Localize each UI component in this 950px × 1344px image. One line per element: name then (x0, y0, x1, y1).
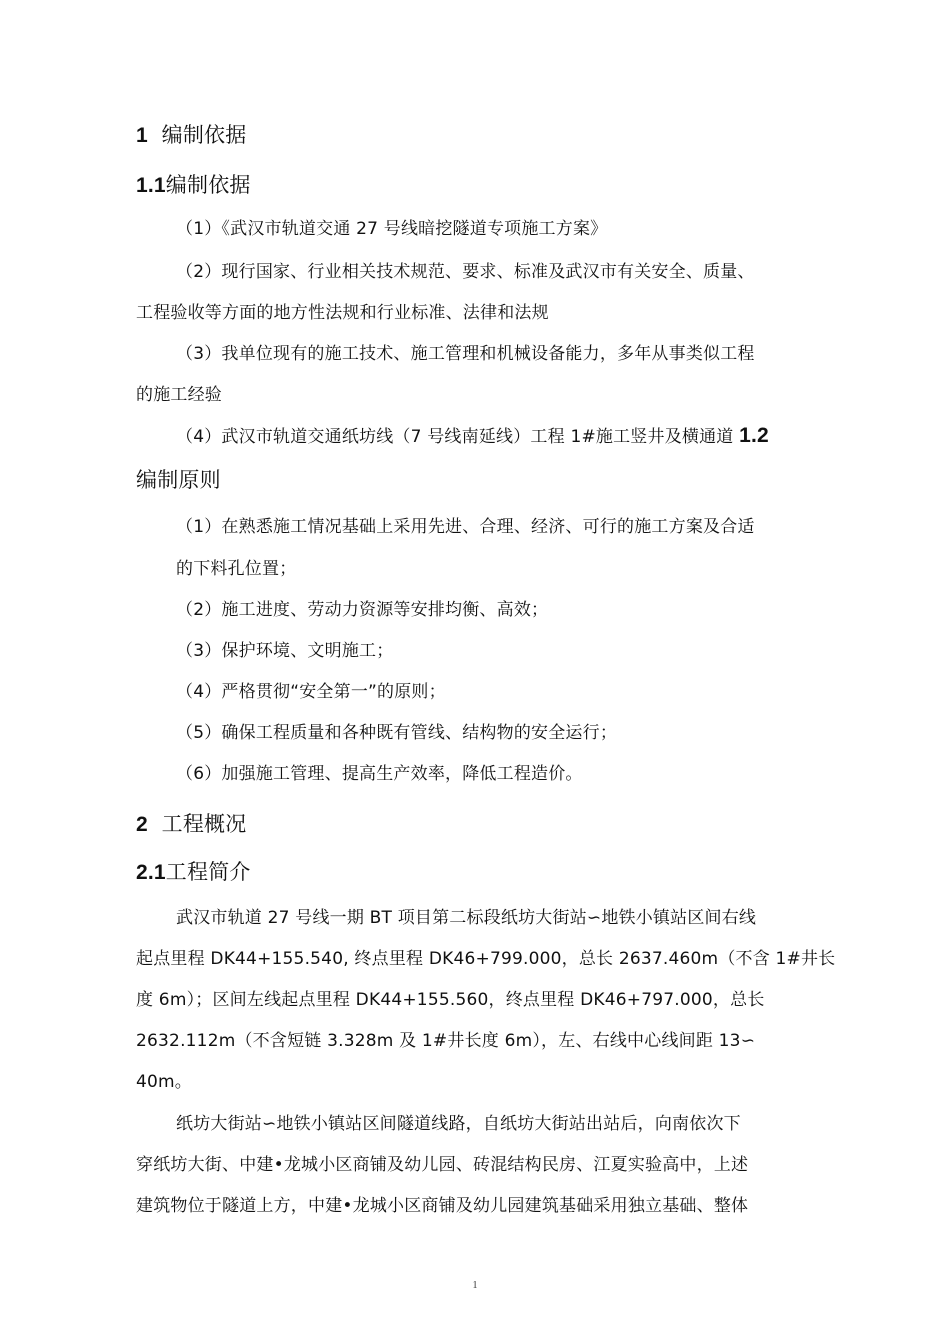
basis-item-2-cont: 工程验收等方面的地方性法规和行业标准、法律和法规 (136, 303, 549, 323)
intro-line-5: 40m。 (136, 1072, 192, 1092)
intro-line-4: 2632.112m（不含短链 3.328m 及 1#井长度 6m），左、右线中心线间距 13∽ (136, 1031, 756, 1051)
principle-item-3: （3）保护环境、文明施工； (176, 641, 394, 661)
basis-item-3-cont: 的施工经验 (136, 385, 222, 405)
heading-number: 1.1 (136, 174, 166, 197)
intro-line-3: 度 6m）；区间左线起点里程 DK44+155.560，终点里程 DK46+797.000，总长 (136, 990, 765, 1010)
heading-1-1 (136, 171, 826, 200)
intro-line-2: 起点里程 DK44+155.540, 终点里程 DK46+799.000，总长 2637.460m（不含 1#井长 (136, 949, 836, 969)
intro2-line-3: 建筑物位于隧道上方，中建•龙城小区商铺及幼儿园建筑基础采用独立基础、整体 (136, 1196, 749, 1216)
principle-item-4: （4）严格贯彻“安全第一”的原则； (176, 682, 446, 702)
principle-item-1: （1）在熟悉施工情况基础上采用先进、合理、经济、可行的施工方案及合适 (176, 517, 755, 537)
principle-item-6: （6）加强施工管理、提高生产效率，降低工程造价。 (176, 764, 583, 784)
heading-title: 编制依据 (165, 173, 251, 197)
heading-title: 工程简介 (165, 860, 251, 884)
basis-item-4-text: （4）武汉市轨道交通纸坊线（7 号线南延线）工程 1#施工竖井及横通道 (176, 427, 734, 447)
principle-item-5: （5）确保工程质量和各种既有管线、结构物的安全运行； (176, 723, 618, 743)
basis-item-2: （2）现行国家、行业相关技术规范、要求、标准及武汉市有关安全、质量、 (176, 262, 755, 282)
heading-number: 1.2 (739, 424, 769, 447)
heading-number: 2.1 (136, 861, 166, 884)
principle-item-1-cont: 的下料孔位置； (176, 559, 297, 579)
basis-item-3: （3）我单位现有的施工技术、施工管理和机械设备能力，多年从事类似工程 (176, 344, 755, 364)
basis-item-4 (176, 425, 826, 448)
heading-title: 工程概况 (161, 812, 247, 836)
basis-item-1: （1）《武汉市轨道交通 27 号线暗挖隧道专项施工方案》 (176, 219, 608, 239)
heading-number: 2 (136, 813, 148, 836)
intro2-line-1: 纸坊大街站∽地铁小镇站区间隧道线路，自纸坊大街站出站后，向南依次下 (176, 1114, 741, 1134)
principle-item-2: （2）施工进度、劳动力资源等安排均衡、高效； (176, 600, 549, 620)
heading-title: 编制依据 (161, 123, 247, 147)
page-number: 1 (472, 1280, 478, 1291)
heading-number: 1 (136, 124, 148, 147)
heading-2-1 (136, 858, 826, 887)
heading-1 (136, 121, 826, 150)
intro-line-1: 武汉市轨道 27 号线一期 BT 项目第二标段纸坊大街站∽地铁小镇站区间右线 (176, 908, 757, 928)
intro2-line-2: 穿纸坊大街、中建•龙城小区商铺及幼儿园、砖混结构民房、江夏实验高中，上述 (136, 1155, 749, 1175)
heading-1-2-title: 编制原则 (136, 468, 221, 492)
heading-2 (136, 810, 826, 839)
